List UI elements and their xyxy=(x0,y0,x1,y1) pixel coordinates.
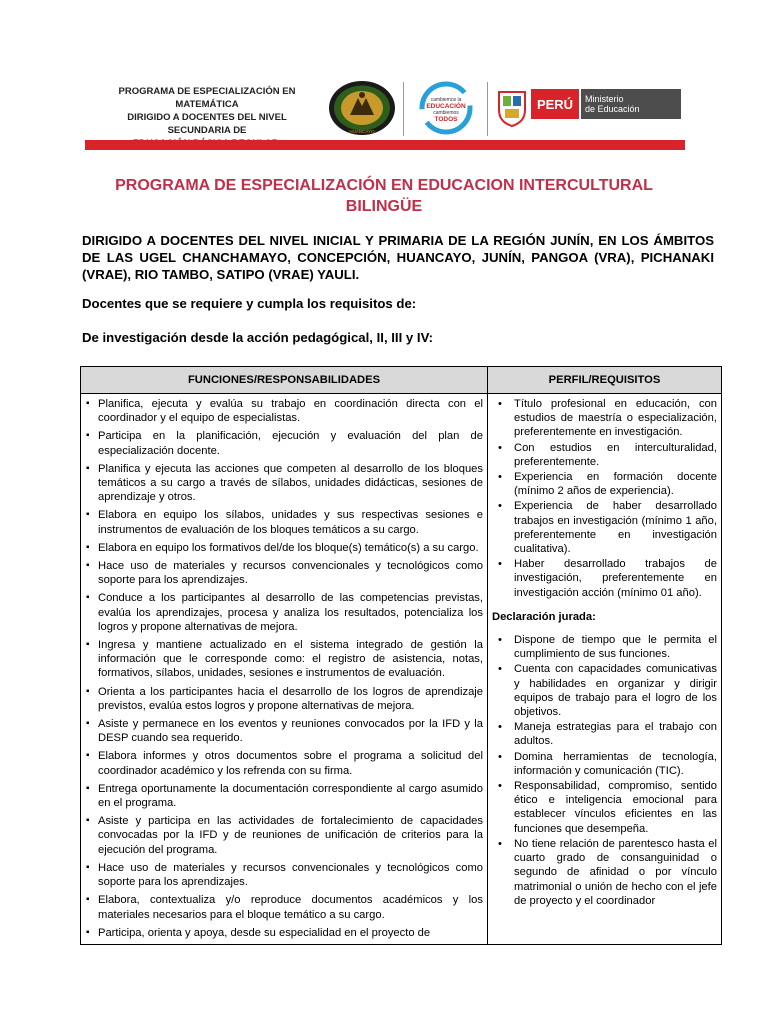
list-item: ▪ Participa en la planificación, ejecución y evaluación del plan de especialización docente. xyxy=(85,429,483,457)
list-item: ▪ Conduce a los participantes al desarrollo de las competencias previstas, evalúa los aprendizajes, procesa y analiza los resultados, potencializa los logros y propone alternativas de mejora. xyxy=(85,591,483,634)
ministry-line: de Educación xyxy=(585,104,640,114)
list-item: ▪ Elabora, contextualiza y/o reproduce documentos académicos y los materiales necesarios para el bloque temático a su cargo. xyxy=(85,893,483,921)
list-item: • Título profesional en educación, con estudios de maestría o especialización, preferentemente en investigación. xyxy=(492,397,717,440)
profile-list xyxy=(492,397,717,600)
list-item: ▪ Orienta a los participantes hacia el desarrollo de los logros de aprendizaje previstos, evalúa estos logros y propone alternativas de mejora. xyxy=(85,685,483,713)
research-line: De investigación desde la acción pedagógical, II, III y IV: xyxy=(82,330,434,345)
table-row xyxy=(81,394,722,945)
list-item: • Haber desarrollado trabajos de investigación, preferentemente en investigación acción (mínimo 01 año). xyxy=(492,557,717,600)
list-item: ▪ Hace uso de materiales y recursos convencionales y tecnológicos como soporte para los aprendizajes. xyxy=(85,559,483,587)
ministry-line: Ministerio xyxy=(585,94,624,104)
list-item: ▪ Asiste y permanece en los eventos y reuniones convocados por la IFD y la DESP cuando sea requerido. xyxy=(85,717,483,745)
requirements-table xyxy=(80,366,722,945)
functions-cell xyxy=(81,394,488,945)
functions-list xyxy=(85,397,483,940)
list-item: • Con estudios en interculturalidad, preferentemente. xyxy=(492,441,717,469)
campaign-logo-icon xyxy=(413,80,479,136)
header-divider xyxy=(403,82,404,136)
list-item: ▪ Hace uso de materiales y recursos convencionales y tecnológicos como soporte para los aprendizajes. xyxy=(85,861,483,889)
list-item: ▪ Planifica y ejecuta las acciones que competen al desarrollo de los bloques temáticos a su cargo a través de sílabos, unidades didácticas, sesiones de aprendizaje y otros. xyxy=(85,462,483,505)
list-item: ▪ Elabora en equipo los formativos del/de los bloque(s) temático(s) a su cargo. xyxy=(85,541,483,555)
declaration-label: Declaración jurada xyxy=(492,610,593,623)
list-item: ▪ Entrega oportunamente la documentación correspondiente al cargo asumido en el programa. xyxy=(85,782,483,810)
column-header-profile: PERFIL/REQUISITOS xyxy=(488,367,722,394)
list-item: ▪ Ingresa y mantiene actualizado en el sistema integrado de gestión la información que le corresponde como: el registro de asistencia, notas, formativos, sílabos, unidades, sesiones e instrumentos de evaluación. xyxy=(85,638,483,681)
university-seal-icon xyxy=(328,80,396,136)
program-line: PROGRAMA DE ESPECIALIZACIÓN EN MATEMÁTICA xyxy=(118,86,296,110)
list-item: • Experiencia en formación docente (mínimo 2 años de experiencia). xyxy=(492,470,717,498)
list-item: ▪ Participa, orienta y apoya, desde su especialidad en el proyecto de xyxy=(85,926,483,940)
list-item: • Responsabilidad, compromiso, sentido ético e inteligencia emocional para establecer vínculos eficientes en las funciones que desempeña. xyxy=(492,779,717,836)
header-divider xyxy=(487,82,488,136)
header-banner xyxy=(85,76,685,144)
requirement-line: Docentes que se requiere y cumpla los requisitos de: xyxy=(82,296,417,311)
campaign-line: cambiemos la xyxy=(430,97,462,103)
list-item: • No tiene relación de parentesco hasta el cuarto grado de consanguinidad o segundo de afinidad o por vínculo matrimonial o unión de hecho con el jefe de proyecto y el coordinador xyxy=(492,837,717,908)
list-item: • Maneja estrategias para el trabajo con adultos. xyxy=(492,720,717,748)
declaration-heading: Declaración jurada: xyxy=(492,610,596,623)
campaign-line: EDUCACIÓN xyxy=(426,103,466,110)
campaign-line: cambiemos xyxy=(433,110,459,116)
ministry-label xyxy=(581,89,681,119)
seal-caption: HUANCAYO xyxy=(349,129,375,134)
list-item: ▪ Asiste y participa en las actividades de fortalecimiento de capacidades convocadas por la IFD y de reuniones de unificación de criterios para la ejecución del programa. xyxy=(85,814,483,857)
peru-label: PERÚ xyxy=(531,89,579,119)
profile-cell xyxy=(488,394,722,945)
list-item: ▪ Elabora en equipo los sílabos, unidades y sus respectivas sesiones e instrumentos de evaluación de los bloques temáticos a su cargo. xyxy=(85,508,483,536)
declaration-list xyxy=(492,633,717,908)
list-item: • Dispone de tiempo que le permita el cumplimiento de sus funciones. xyxy=(492,633,717,661)
list-item: • Domina herramientas de tecnología, información y comunicación (TIC). xyxy=(492,750,717,778)
column-header-functions: FUNCIONES/RESPONSABILIDADES xyxy=(81,367,488,394)
list-item: ▪ Elabora informes y otros documentos sobre el programa a solicitud del coordinador académico y los refrenda con su firma. xyxy=(85,749,483,777)
intro-paragraph: DIRIGIDO A DOCENTES DEL NIVEL INICIAL Y PRIMARIA DE LA REGIÓN JUNÍN, EN LOS ÁMBITOS DE LAS UGEL CHANCHAMAYO, CONCEPCIÓN, HUANCAYO, JUNÍN, PANGOA (VRA), PICHANAKI (VRAE), RIO TAMBO, SATIPO (VRAE) YAULI. xyxy=(82,233,714,282)
title-line: PROGRAMA DE ESPECIALIZACIÓN EN EDUCACION INTERCULTURAL xyxy=(115,177,653,194)
page-title xyxy=(100,175,668,217)
title-line: BILINGÜE xyxy=(345,198,423,215)
campaign-line: TODOS xyxy=(434,116,458,123)
header-red-bar xyxy=(85,140,685,150)
list-item: • Experiencia de haber desarrollado trabajos en investigación (mínimo 1 año, preferentemente en investigación cualitativa). xyxy=(492,499,717,556)
table-header-row xyxy=(81,367,722,394)
coat-of-arms-icon xyxy=(495,88,529,128)
list-item: • Cuenta con capacidades comunicativas y habilidades en organizar y dirigir equipos de trabajo para el logro de los objetivos. xyxy=(492,662,717,719)
program-line: DIRIGIDO A DOCENTES DEL NIVEL SECUNDARIA DE xyxy=(127,112,287,136)
list-item: ▪ Planifica, ejecuta y evalúa su trabajo en coordinación directa con el coordinador y el equipo de especialistas. xyxy=(85,397,483,425)
